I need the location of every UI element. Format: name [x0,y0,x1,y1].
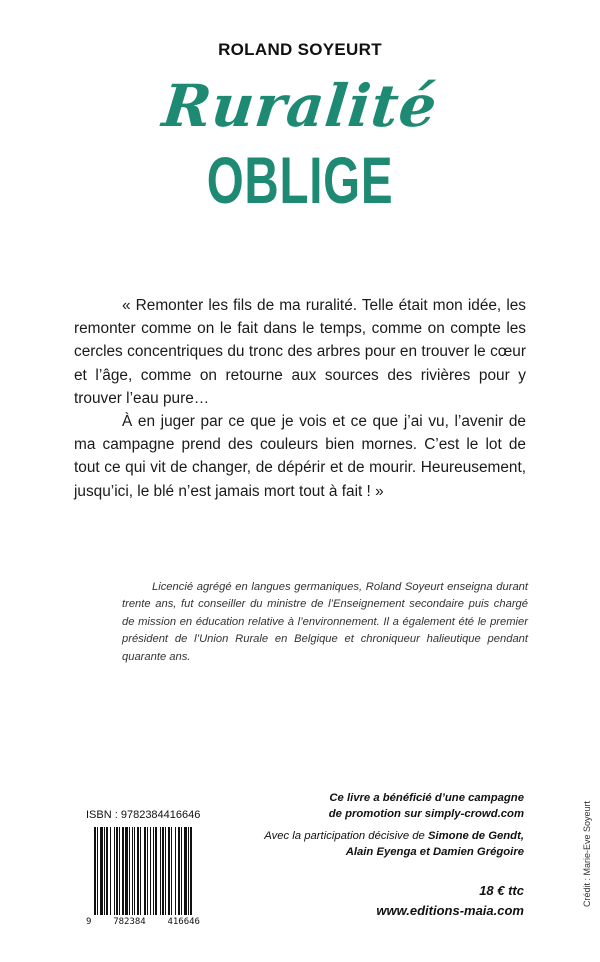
barcode-bar [147,827,148,915]
barcode-digits-left: 782384 [113,917,146,927]
author-name: ROLAND SOYEURT [218,40,382,59]
author-bio-text: Licencié agrégé en langues germaniques, Roland Soyeurt enseigna durant trente ans, fut conseiller du ministre de l’Enseignement secondaire puis chargé de mission en éducation relative à l’environnement. Il a également été le premier président de l’Union Rurale en Belgique et chroniqueur halieutique pendant quarante ans. [122,581,528,663]
barcode-bar [184,827,187,915]
quote-paragraph-1: « Remonter les fils de ma ruralité. Telle était mon idée, les remonter comme on le fait dans le temps, comme on compte les cercles concentriques du tronc des arbres pour en trouver le cœur et l’âge, comme on retourne aux sources des rivières pour y trouver l’eau pure… [74,297,526,407]
barcode-bar [153,827,154,915]
participation-note [224,828,524,860]
title-line-1: Ruralité [159,72,441,140]
barcode-bar [94,827,96,915]
barcode-digits-right: 416646 [167,917,200,927]
barcode-bar [97,827,98,915]
barcode [86,825,200,918]
barcode-bar [106,827,108,915]
barcode-bar [116,827,118,915]
barcode-bar [168,827,170,915]
barcode-bar [188,827,189,915]
barcode-bar [137,827,139,915]
barcode-bar [150,827,151,915]
barcode-bar [190,827,192,915]
barcode-bar [110,827,111,915]
barcode-bar [160,827,161,915]
barcode-bar [171,827,172,915]
barcode-bar [175,827,176,915]
promo-line-1: Ce livre a bénéficié d’une campagne [329,792,524,804]
barcode-bar [165,827,166,915]
barcode-bar [178,827,180,915]
barcode-digit-prefix: 9 [86,917,92,927]
barcode-bar [125,827,128,915]
barcode-bar [155,827,157,915]
barcode-bar [144,827,146,915]
barcode-bar [122,827,124,915]
participation-names-1: Simone de Gendt, [427,830,524,842]
photo-credit: Crédit : Marie-Eve Soyeurt [582,800,592,907]
isbn-label: ISBN : 9782384416646 [86,809,201,821]
barcode-bar [100,827,103,915]
back-cover-quote [74,294,526,503]
quote-paragraph-2: À en juger par ce que je vois et ce que j’ai vu, l’avenir de ma campagne prend des couleurs bien mornes. C’est le lot de tout ce qui vit de changer, de dépérir et de mourir. Heureusement, jusqu’ici, le blé n’est jamais mort tout à fait ! » [74,413,526,500]
barcode-bar [129,827,130,915]
barcode-bar [104,827,105,915]
barcode-bar [114,827,115,915]
barcode-digits [86,917,200,927]
barcode-bar [119,827,120,915]
price: 18 € ttc [479,883,524,898]
title-line-2: OBLIGE [206,143,394,217]
barcode-bar [140,827,141,915]
participation-prefix: Avec la participation décisive de [264,830,428,842]
barcode-bar [181,827,182,915]
participation-names-2: Alain Eyenga et Damien Grégoire [345,846,524,858]
barcode-bar [134,827,135,915]
publisher-website: www.editions-maia.com [376,903,524,918]
barcode-bar [162,827,164,915]
promo-note [224,791,524,822]
author-bio [122,579,528,666]
barcode-bar [132,827,133,915]
promo-line-2: de promotion sur simply-crowd.com [328,807,524,820]
